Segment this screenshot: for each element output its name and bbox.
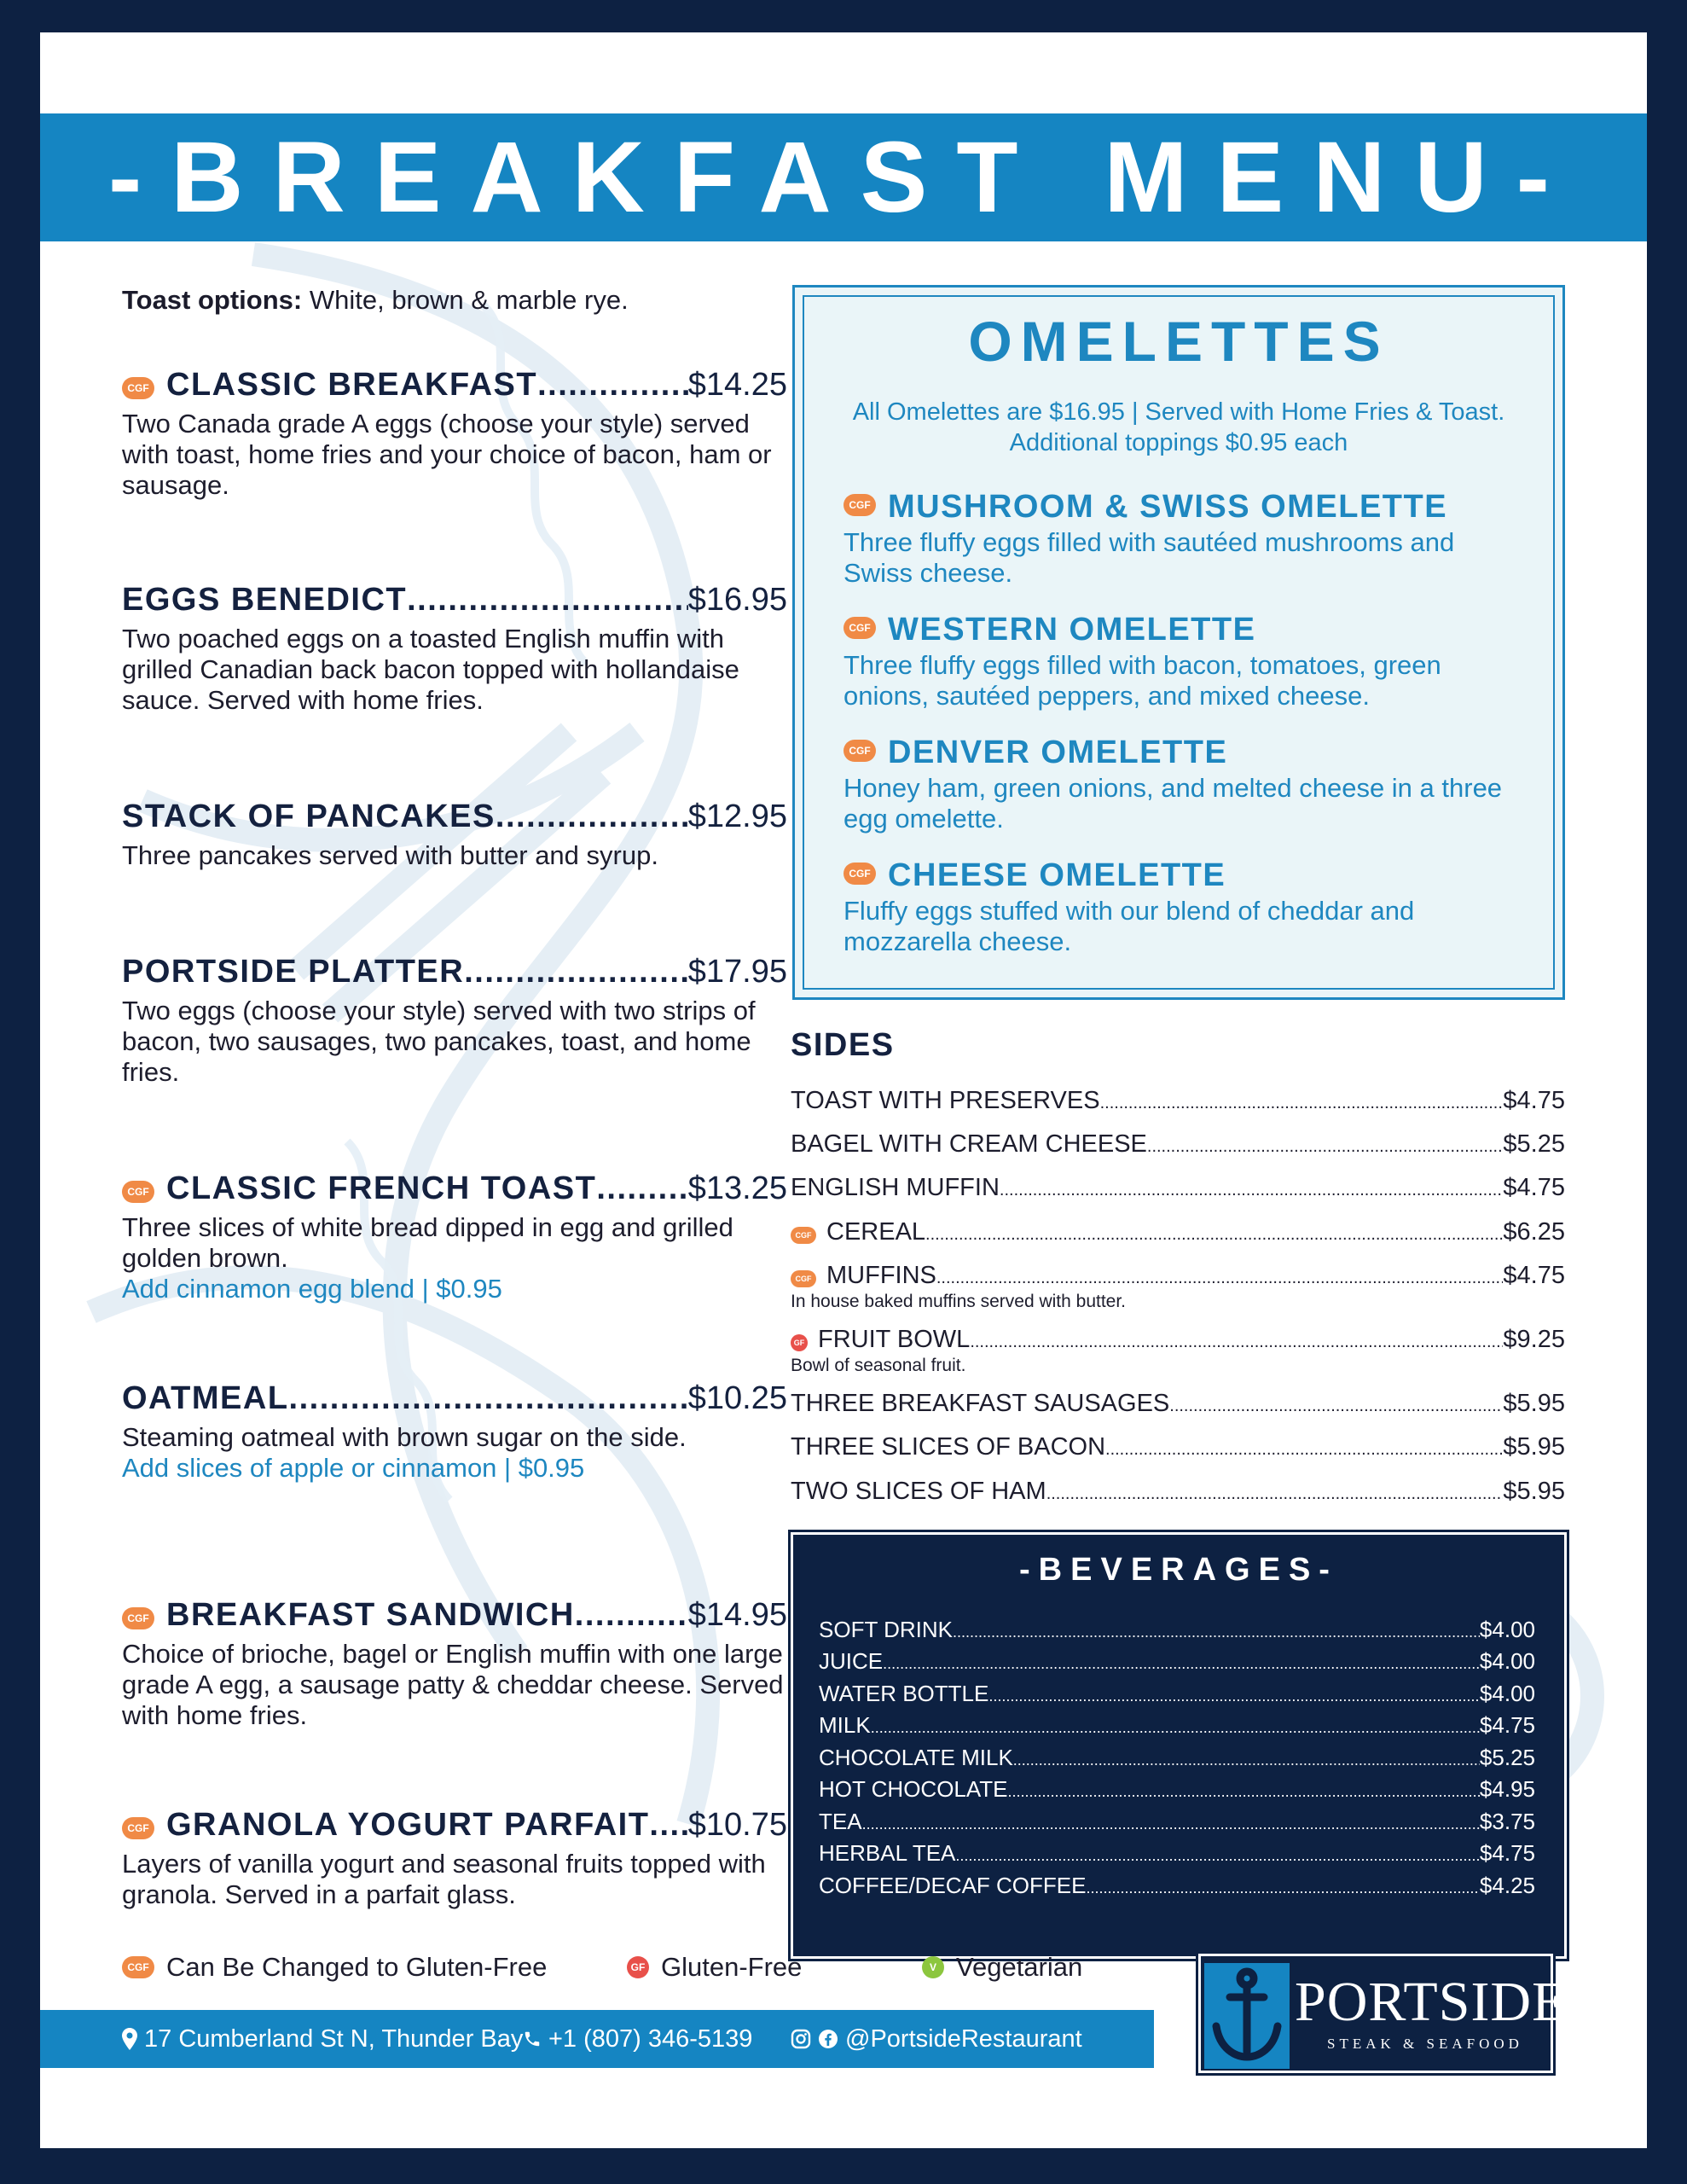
omelette-item-denver [844,735,1526,834]
facebook-icon [818,2029,838,2049]
item-description: Three pancakes served with butter and syrup. [122,840,658,870]
omelettes-subtitle [795,397,1562,458]
legend-label: Gluten-Free [661,1952,803,1982]
side-item-bagel-with-cream-cheese [791,1130,1565,1159]
side-name: BAGEL WITH CREAM CHEESE [791,1130,1147,1158]
side-name: MUFFINS [826,1262,936,1289]
item-description: Steaming oatmeal with brown sugar on the side. [122,1422,687,1452]
omelette-item-cheese [844,857,1526,957]
item-description: Two Canada grade A eggs (choose your style) served with toast, home fries and your choice of bacon, ham or sausage. [122,409,772,500]
gf-badge-icon: GF [627,1956,649,1978]
item-price: $10.25 [687,1380,787,1416]
menu-item-classic-breakfast [122,367,787,501]
side-price: $5.95 [1503,1478,1565,1505]
menu-page [40,32,1647,2148]
item-addon: Add slices of apple or cinnamon | $0.95 [122,1453,585,1483]
item-description: Three slices of white bread dipped in egg and grilled golden brown. [122,1212,733,1273]
side-item-toast-with-preserves [791,1087,1565,1115]
menu-item-oatmeal [122,1380,787,1484]
omelette-description: Three fluffy eggs filled with bacon, tomatoes, green onions, sautéed peppers, and mixed cheese. [844,650,1441,711]
beverage-price: $4.00 [1479,1648,1535,1674]
instagram-icon [791,2029,811,2049]
side-note: In house baked muffins served with butter. [791,1292,1127,1311]
side-price: $6.25 [1503,1218,1565,1246]
menu-item-stack-of-pancakes [122,799,787,871]
anchor-icon [1204,1963,1290,2069]
menu-title: -BREAKFAST MENU- [108,121,1579,234]
omelette-name: CHEESE OMELETTE [888,857,1226,893]
footer-phone[interactable] [523,2010,752,2068]
beverage-name: HERBAL TEA [819,1840,956,1866]
side-name: FRUIT BOWL [818,1326,971,1353]
item-name: CLASSIC FRENCH TOAST [166,1170,597,1206]
beverages-title: -BEVERAGES- [1019,1552,1338,1588]
item-name: BREAKFAST SANDWICH [166,1597,575,1633]
side-price: $5.95 [1503,1433,1565,1461]
side-price: $4.75 [1503,1087,1565,1114]
social-handle[interactable]: @PortsideRestaurant [845,2025,1082,2053]
cgf-badge-icon: CGF [844,863,876,885]
omelette-description: Three fluffy eggs filled with sautéed mushrooms and Swiss cheese. [844,527,1455,588]
side-item-two-slices-of-ham [791,1478,1565,1506]
omelette-item-mushroom-swiss [844,489,1526,589]
side-price: $9.25 [1503,1326,1565,1353]
legend-cgf [122,1952,547,1983]
item-description: Two eggs (choose your style) served with two strips of bacon, two sausages, two pancakes, toast, and home fries. [122,996,756,1087]
omelette-name: DENVER OMELETTE [888,735,1228,770]
side-price: $4.75 [1503,1174,1565,1201]
side-item-english-muffin [791,1174,1565,1202]
side-name: THREE BREAKFAST SAUSAGES [791,1390,1170,1417]
beverage-item [819,1745,1535,1771]
title-banner [40,113,1647,241]
footer-social[interactable] [791,2010,1082,2068]
menu-item-breakfast-sandwich [122,1597,787,1731]
omelette-description: Honey ham, green onions, and melted cheese in a three egg omelette. [844,773,1503,834]
side-price: $5.95 [1503,1390,1565,1417]
beverage-name: JUICE [819,1648,884,1674]
logo-tagline: STEAK & SEAFOOD [1327,2036,1523,2052]
item-price: $14.95 [687,1597,787,1633]
sides-title: SIDES [791,1027,895,1063]
cgf-badge-icon: CGF [122,1956,154,1978]
omelettes-title: OMELETTES [968,310,1389,373]
side-item-cereal [791,1218,1565,1246]
item-name: CLASSIC BREAKFAST [166,367,538,403]
item-name: STACK OF PANCAKES [122,799,496,834]
beverage-name: TEA [819,1809,862,1834]
side-note: Bowl of seasonal fruit. [791,1356,966,1375]
toast-options [122,285,629,316]
beverage-price: $4.95 [1479,1776,1535,1802]
gf-badge-icon: GF [791,1334,808,1351]
item-name: PORTSIDE PLATTER [122,954,465,990]
beverage-price: $5.25 [1479,1745,1535,1770]
item-price: $12.95 [687,799,787,834]
phone-icon [523,2030,542,2048]
item-price: $13.25 [687,1170,787,1206]
cgf-badge-icon: CGF [844,494,876,516]
item-price: $16.95 [687,582,787,618]
item-description: Two poached eggs on a toasted English muffin with grilled Canadian back bacon topped with hollandaise sauce. Served with home fries. [122,624,739,715]
beverage-item [819,1712,1535,1739]
side-item-three-breakfast-sausages [791,1390,1565,1418]
footer-contact-bar [40,2010,1154,2068]
item-name: EGGS BENEDICT [122,582,408,618]
item-addon: Add cinnamon egg blend | $0.95 [122,1274,502,1304]
beverage-item [819,1776,1535,1803]
beverage-item [819,1873,1535,1899]
omelette-name: WESTERN OMELETTE [888,612,1256,648]
side-name: CEREAL [826,1218,926,1246]
menu-item-portside-platter [122,954,787,1088]
menu-item-granola-yogurt-parfait [122,1807,787,1910]
beverage-price: $3.75 [1479,1809,1535,1834]
beverage-item [819,1617,1535,1643]
cgf-badge-icon: CGF [122,1817,154,1839]
omelettes-subtitle-line-1: All Omelettes are $16.95 | Served with Home Fries & Toast. [852,398,1505,426]
legend-label: Vegetarian [956,1952,1083,1982]
cgf-badge-icon: CGF [791,1227,816,1244]
beverage-name: WATER BOTTLE [819,1681,989,1706]
item-price: $14.25 [687,367,787,403]
beverage-price: $4.00 [1479,1617,1535,1642]
legend-vegetarian [922,1952,1082,1983]
side-name: TWO SLICES OF HAM [791,1478,1046,1505]
omelettes-subtitle-line-2: Additional toppings $0.95 each [1009,429,1348,456]
beverage-name: HOT CHOCOLATE [819,1776,1008,1802]
item-description: Choice of brioche, bagel or English muffin with one large grade A egg, a sausage patty & cheddar cheese. Served with home fries. [122,1639,784,1730]
address-text: 17 Cumberland St N, Thunder Bay [144,2025,524,2053]
side-name: ENGLISH MUFFIN [791,1174,1000,1201]
beverage-name: CHOCOLATE MILK [819,1745,1013,1770]
cgf-badge-icon: CGF [791,1270,816,1287]
beverages-panel [791,1532,1567,1959]
beverage-name: SOFT DRINK [819,1617,953,1642]
omelette-item-western [844,612,1526,712]
footer-address [122,2010,523,2068]
beverage-name: MILK [819,1712,871,1738]
cgf-badge-icon: CGF [122,1607,154,1629]
vegetarian-badge-icon: V [922,1956,944,1978]
omelette-name: MUSHROOM & SWISS OMELETTE [888,489,1448,525]
beverage-price: $4.25 [1479,1873,1535,1898]
toast-options-value: White, brown & marble rye. [302,285,629,315]
location-pin-icon [122,2028,137,2050]
item-price: $10.75 [687,1807,787,1843]
beverage-price: $4.75 [1479,1712,1535,1738]
omelette-description: Fluffy eggs stuffed with our blend of cheddar and mozzarella cheese. [844,896,1415,956]
side-item-three-slices-of-bacon [791,1433,1565,1461]
side-name: THREE SLICES OF BACON [791,1433,1106,1461]
legend-gf [627,1952,802,1983]
cgf-badge-icon: CGF [122,377,154,399]
cgf-badge-icon: CGF [844,617,876,639]
beverage-price: $4.75 [1479,1840,1535,1866]
side-name: TOAST WITH PRESERVES [791,1087,1100,1114]
item-price: $17.95 [687,954,787,990]
toast-options-label: Toast options: [122,285,303,315]
side-price: $4.75 [1503,1262,1565,1289]
side-item-fruit-bowl [791,1326,1565,1376]
item-name: OATMEAL [122,1380,289,1416]
beverage-item [819,1809,1535,1835]
menu-item-classic-french-toast [122,1170,787,1304]
beverage-name: COFFEE/DECAF COFFEE [819,1873,1087,1898]
beverage-item [819,1840,1535,1867]
cgf-badge-icon: CGF [844,740,876,762]
logo-name: PORTSIDE [1295,1971,1568,2033]
item-description: Layers of vanilla yogurt and seasonal fruits topped with granola. Served in a parfait glass. [122,1849,766,1909]
side-item-muffins [791,1262,1565,1312]
beverage-price: $4.00 [1479,1681,1535,1706]
beverage-item [819,1681,1535,1707]
item-name: GRANOLA YOGURT PARFAIT [166,1807,650,1843]
side-price: $5.25 [1503,1130,1565,1158]
omelettes-panel [792,285,1565,1000]
legend-label: Can Be Changed to Gluten-Free [166,1952,548,1982]
phone-text[interactable]: +1 (807) 346-5139 [548,2025,753,2053]
beverage-item [819,1648,1535,1675]
menu-item-eggs-benedict [122,582,787,716]
cgf-badge-icon: CGF [122,1181,154,1203]
portside-logo [1198,1954,1568,2073]
